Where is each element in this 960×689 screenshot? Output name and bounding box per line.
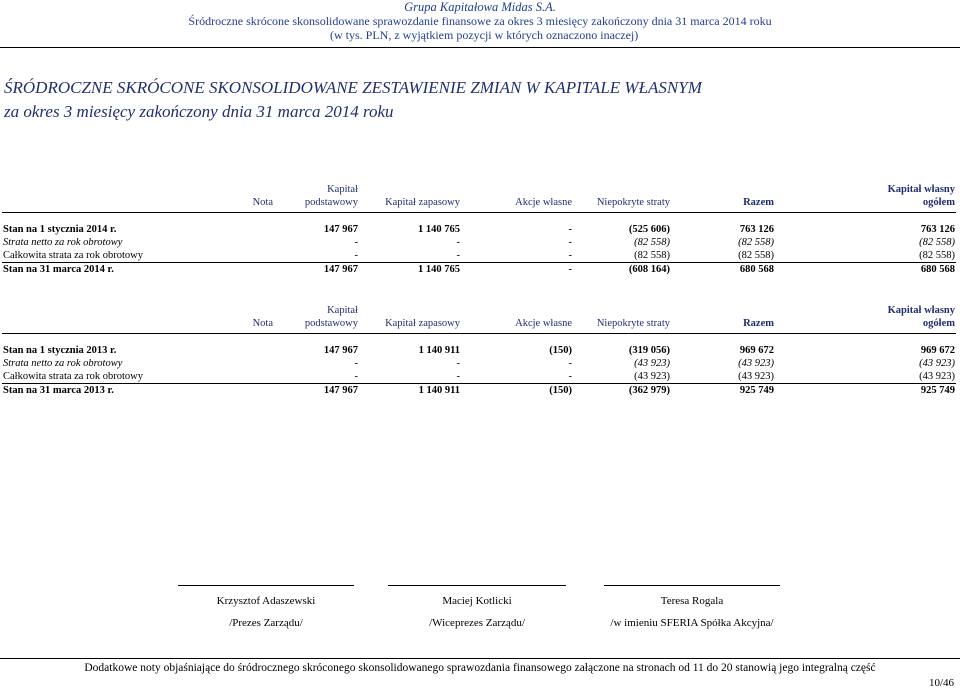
col-nota: Nota <box>2 183 279 213</box>
cell-kapital-wlasny-ogolem: 763 126 <box>920 224 955 235</box>
signature-line <box>388 585 566 586</box>
table-row <box>2 223 956 236</box>
cell-row-label: Strata netto za rok obrotowy <box>3 237 123 248</box>
cell-niepokryte-straty: (82 558) <box>634 250 670 261</box>
cell-kapital-wlasny-ogolem: (82 558) <box>919 250 955 261</box>
cell-akcje-wlasne: - <box>568 250 572 261</box>
col-kapital-zapasowy: Kapitał zapasowy <box>359 183 461 213</box>
signature-line <box>604 585 780 586</box>
equity-table-2014 <box>2 183 956 276</box>
cell-niepokryte-straty: (43 923) <box>634 358 670 369</box>
cell-kapital-wlasny-ogolem: (43 923) <box>919 358 955 369</box>
cell-akcje-wlasne: - <box>568 237 572 248</box>
table-body-2013 <box>2 344 956 397</box>
cell-razem: 925 749 <box>671 384 775 398</box>
cell-kapital-zapasowy: 1 140 911 <box>418 345 460 356</box>
cell-row-label: Stan na 31 marca 2013 r. <box>2 384 279 398</box>
cell-kapital-zapasowy: - <box>456 250 460 261</box>
table-row <box>2 357 956 370</box>
cell-akcje-wlasne: (150) <box>461 384 573 398</box>
page-number: 10/46 <box>928 677 954 689</box>
col-niepokryte-straty: Niepokryte straty <box>573 183 671 213</box>
cell-razem: 969 672 <box>739 345 774 356</box>
table-row <box>2 249 956 263</box>
col-nota: Nota <box>2 304 279 334</box>
cell-niepokryte-straty: (43 923) <box>634 371 670 382</box>
col-kapital-wlasny: Kapitał własny ogółem <box>775 304 956 334</box>
col-kapital-wlasny: Kapitał własny ogółem <box>775 183 956 213</box>
document-header <box>0 0 960 42</box>
cell-kapital-wlasny-ogolem: (43 923) <box>919 371 955 382</box>
table-row <box>2 263 956 277</box>
cell-razem: (43 923) <box>738 371 774 382</box>
col-akcje-wlasne: Akcje własne <box>461 304 573 334</box>
cell-kapital-zapasowy: 1 140 765 <box>418 224 460 235</box>
cell-row-label: Strata netto za rok obrotowy <box>3 358 123 369</box>
col-kapital-podstawowy: Kapitał podstawowy <box>279 304 359 334</box>
cell-kapital-podstawowy: 147 967 <box>323 224 358 235</box>
footer-divider <box>0 658 960 659</box>
cell-akcje-wlasne: - <box>568 358 572 369</box>
page-title: ŚRÓDROCZNE SKRÓCONE SKONSOLIDOWANE ZESTAWIENIE ZMIAN W KAPITALE WŁASNYM <box>4 78 702 97</box>
col-kapital-zapasowy: Kapitał zapasowy <box>359 304 461 334</box>
equity-table-2013 <box>2 304 956 397</box>
cell-niepokryte-straty: (525 606) <box>628 224 670 235</box>
cell-kapital-zapasowy: - <box>456 358 460 369</box>
cell-razem: (43 923) <box>738 358 774 369</box>
cell-razem: 680 568 <box>671 263 775 277</box>
signatory-role: /w imieniu SFERIA Spółka Akcyjna/ <box>610 617 774 629</box>
cell-kapital-wlasny-ogolem: 969 672 <box>920 345 955 356</box>
footer-note: Dodatkowe noty objaśniające do śródrocznego skróconego skonsolidowanego sprawozdania finansowego załączone na stronach od 11 do 20 stanowią jego integralną część <box>84 662 876 674</box>
cell-row-label: Stan na 1 stycznia 2014 r. <box>3 224 117 235</box>
unit-note: (w tys. PLN, z wyjątkiem pozycji w których oznaczono inaczej) <box>330 28 639 42</box>
cell-kapital-podstawowy: - <box>354 237 358 248</box>
cell-akcje-wlasne: (150) <box>549 345 572 356</box>
cell-niepokryte-straty: (362 979) <box>573 384 671 398</box>
signature-block <box>178 585 354 630</box>
col-akcje-wlasne: Akcje własne <box>461 183 573 213</box>
signature-line <box>178 585 354 586</box>
col-razem: Razem <box>671 304 775 334</box>
signatory-role: /Prezes Zarządu/ <box>229 617 303 629</box>
cell-niepokryte-straty: (319 056) <box>628 345 670 356</box>
table-row <box>2 370 956 384</box>
cell-row-label: Stan na 31 marca 2014 r. <box>2 263 279 277</box>
cell-kapital-podstawowy: 147 967 <box>279 384 359 398</box>
signatory-name: Maciej Kotlicki <box>442 595 512 607</box>
table-header-row <box>2 304 956 334</box>
cell-kapital-podstawowy: - <box>354 250 358 261</box>
company-name: Grupa Kapitałowa Midas S.A. <box>404 0 556 14</box>
cell-kapital-podstawowy: - <box>354 371 358 382</box>
cell-niepokryte-straty: (608 164) <box>573 263 671 277</box>
report-name: Śródroczne skrócone skonsolidowane sprawozdanie finansowe za okres 3 miesięcy zakończony dnia 31 marca 2014 roku <box>188 14 772 28</box>
cell-razem: (82 558) <box>738 250 774 261</box>
cell-razem: (82 558) <box>738 237 774 248</box>
cell-razem: 763 126 <box>739 224 774 235</box>
cell-row-label: Całkowita strata za rok obrotowy <box>3 371 143 382</box>
cell-kapital-podstawowy: - <box>354 358 358 369</box>
cell-kapital-zapasowy: 1 140 765 <box>359 263 461 277</box>
signatory-role: /Wiceprezes Zarządu/ <box>429 617 525 629</box>
cell-kapital-zapasowy: 1 140 911 <box>359 384 461 398</box>
signatory-name: Teresa Rogala <box>660 595 724 607</box>
cell-niepokryte-straty: (82 558) <box>634 237 670 248</box>
cell-kapital-wlasny-ogolem: (82 558) <box>919 237 955 248</box>
cell-akcje-wlasne: - <box>461 263 573 277</box>
signatory-name: Krzysztof Adaszewski <box>216 595 316 607</box>
cell-kapital-zapasowy: - <box>456 237 460 248</box>
cell-kapital-podstawowy: 147 967 <box>279 263 359 277</box>
cell-row-label: Stan na 1 stycznia 2013 r. <box>3 345 117 356</box>
signature-block <box>388 585 566 630</box>
table-row <box>2 344 956 357</box>
cell-kapital-wlasny-ogolem: 925 749 <box>775 384 956 398</box>
table-body-2014 <box>2 223 956 276</box>
page-subtitle: za okres 3 miesięcy zakończony dnia 31 marca 2014 roku <box>4 102 394 121</box>
cell-kapital-zapasowy: - <box>456 371 460 382</box>
signature-block <box>604 585 780 630</box>
cell-akcje-wlasne: - <box>568 224 572 235</box>
cell-akcje-wlasne: - <box>568 371 572 382</box>
col-razem: Razem <box>671 183 775 213</box>
col-niepokryte-straty: Niepokryte straty <box>573 304 671 334</box>
col-kapital-podstawowy: Kapitał podstawowy <box>279 183 359 213</box>
table-header-row <box>2 183 956 213</box>
header-divider <box>0 47 960 48</box>
table-row <box>2 384 956 398</box>
cell-kapital-podstawowy: 147 967 <box>323 345 358 356</box>
cell-row-label: Całkowita strata za rok obrotowy <box>3 250 143 261</box>
table-row <box>2 236 956 249</box>
cell-kapital-wlasny-ogolem: 680 568 <box>775 263 956 277</box>
